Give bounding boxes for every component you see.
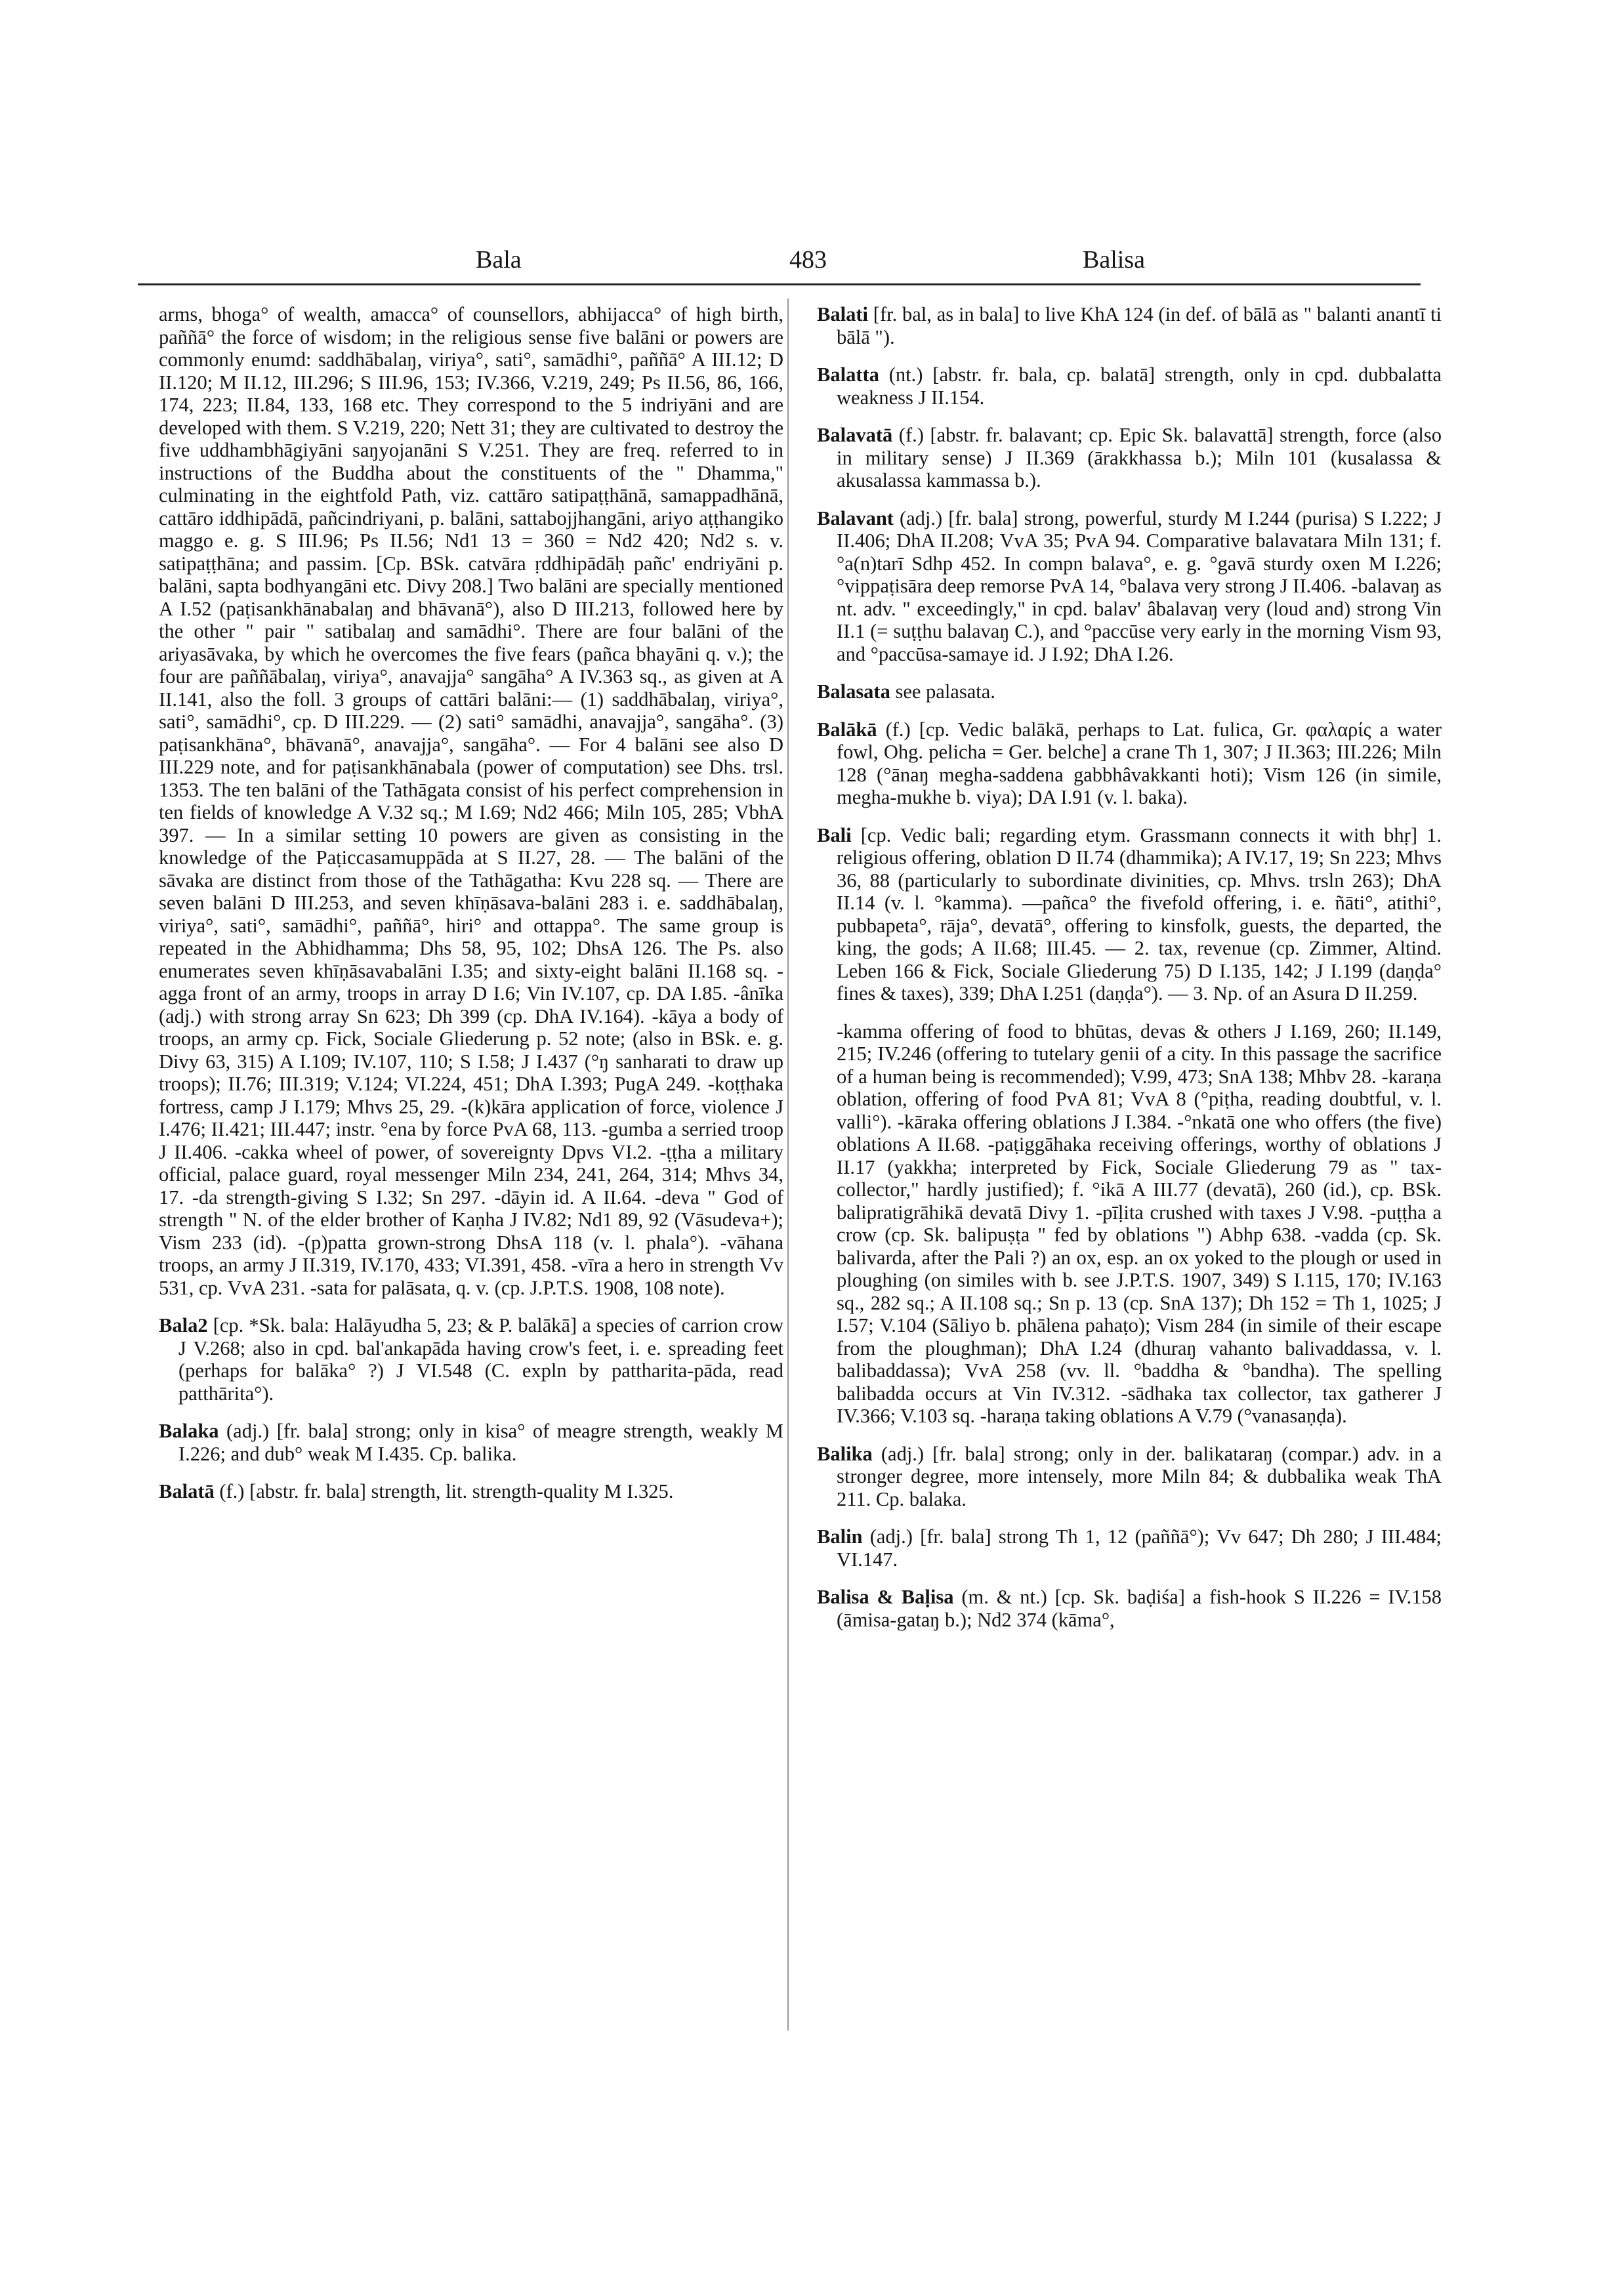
dictionary-entry bbox=[817, 363, 1442, 409]
entry-text: arms, bhoga° of wealth, amacca° of counsellors, abhijacca° of high birth, paññā° the force of wisdom; in the religious sense five balāni or powers are commonly enumd: saddhābalaŋ, viriya°, sati°, samādhi°, paññā° A III.12; D II.120; M II.12, III.296; S III.96, 153; IV.366, V.219, 249; Ps II.56, 86, 166, 174, 223; II.84, 133, 168 etc. They correspond to the 5 indriyāni and are developed with them. S V.219, 220; Nett 31; they are cultivated to destroy the five uddhambhāgiyāni saŋyojanāni S V.251. They are freq. referred to in instructions of the Buddha about the constituents of the " Dhamma," culminating in the eightfold Path, viz. cattāro satipaṭṭhānā, samappadhānā, cattāro iddhipādā, pañcindriyani, p. balāni, sattabojjhangāni, ariyo aṭṭhangiko maggo e. g. S III.96; Ps II.56; Nd1 13 = 360 = Nd2 420; Nd2 s. v. satipaṭṭhāna; and passim. [Cp. BSk. catvāra ṛddhipādāḥ pañc' endriyāni p. balāni, sapta bodhyangāni etc. Divy 208.] Two balāni are specially mentioned A I.52 (paṭisankhānabalaŋ and bhāvanā°), also D III.213, followed here by the other " pair " satibalaŋ and samādhi°. There are four balāni of the ariyasāvaka, by which he overcomes the five fears (pañca bhayāni q. v.); the four are paññābalaŋ, viriya°, anavajja° sangāha° A IV.363 sq., as given at A II.141, also the foll. 3 groups of cattāri balāni:— (1) saddhābalaŋ, viriya°, sati°, samādhi°, cp. D III.229. — (2) sati° samādhi, anavajja°, sangāha°. (3) paṭisankhāna°, bhāvanā°, anavajja°, sangāha°. — For 4 balāni see also D III.229 note, and for paṭisankhānabala (power of computation) see Dhs. trsl. 1353. The ten balāni of the Tathāgata consist of his perfect comprehension in ten fields of knowledge A V.32 sq.; M I.69; Nd2 466; Miln 105, 285; VbhA 397. — In a similar setting 10 powers are given as consisting in the knowledge of the Paṭiccasamuppāda at S II.27, 28. — The balāni of the sāvaka are distinct from those of the Tathāgatha: Kvu 228 sq. — There are seven balāni D III.253, and seven khīṇāsava-balāni 283 i. e. saddhābalaŋ, viriya°, sati°, samādhi°, paññā°, hiri° and ottappa°. The same group is repeated in the Abhidhamma; Dhs 58, 95, 102; DhsA 126. The Ps. also enumerates seven khīṇāsavabalāni I.35; and sixty-eight balāni II.168 sq. -agga front of an army, troops in array D I.6; Vin IV.107, cp. DA I.85. -ânīka (adj.) with strong array Sn 623; Dh 399 (cp. DhA IV.164). -kāya a body of troops, an army cp. Fick, Sociale Gliederung p. 52 note; (also in BSk. e. g. Divy 63, 315) A I.109; IV.107, 110; S I.58; J I.437 (°ŋ sanharati to draw up troops); II.76; III.319; V.124; VI.224, 451; DhA I.393; PugA 249. -koṭṭhaka fortress, camp J I.179; Mhvs 25, 29. -(k)kāra application of force, violence J I.476; II.421; III.447; instr. °ena by force PvA 68, 113. -gumba a serried troop J II.406. -cakka wheel of power, of sovereignty Dpvs VI.2. -ṭṭha a military official, palace guard, royal messenger Miln 234, 241, 264, 314; Mhvs 34, 17. -da strength-giving S I.32; Sn 297. -dāyin id. A II.64. -deva " God of strength " N. of the elder brother of Kaṇha J IV.82; Nd1 89, 92 (Vāsudeva+); Vism 233 (id). -(p)patta grown-strong DhsA 118 (v. l. phala°). -vāhana troops, an army J II.319, IV.170, 433; VI.391, 458. -vīra a hero in strength Vv 531, cp. VvA 231. -sata for palāsata, q. v. (cp. J.P.T.S. 1908, 108 note). bbox=[159, 303, 783, 1299]
entry-headword: Balākā bbox=[817, 718, 877, 741]
dictionary-entry bbox=[159, 1480, 783, 1503]
dictionary-entry bbox=[817, 824, 1442, 1005]
entry-text: (adj.) [fr. bala] strong, powerful, sturdy M I.244 (purisa) S I.222; J II.406; DhA II.208; VvA 35; PvA 94. Comparative balavatara Miln 131; f. °a(n)tarī Sdhp 452. In compn balava°, e. g. °gavā sturdy oxen M I.226; °vippaṭisāra deep remorse PvA 14, °balava very strong J II.406. -balavaŋ as nt. adv. " exceedingly," in cpd. balav' âbalavaŋ very (loud and) strong Vin II.1 (= suṭṭhu balavaŋ C.), and °paccūse very early in the morning Vism 93, and °paccūsa-samaye id. J I.92; DhA I.26. bbox=[837, 507, 1442, 665]
page-number: 483 bbox=[789, 246, 827, 274]
entry-headword: Balati bbox=[817, 303, 868, 325]
entry-headword: Balavant bbox=[817, 507, 894, 529]
entry-headword: Balavatā bbox=[817, 424, 893, 446]
dictionary-entry bbox=[817, 303, 1442, 348]
dictionary-entry bbox=[817, 424, 1442, 492]
dictionary-entry bbox=[817, 1525, 1442, 1571]
entry-text: (adj.) [fr. bala] strong Th 1, 12 (paññā°); Vv 647; Dh 280; J III.484; VI.147. bbox=[837, 1525, 1442, 1571]
entry-text: -kamma offering of food to bhūtas, devas & others J I.169, 260; II.149, 215; IV.246 (offering to tutelary genii of a city. In this passage the sacrifice of a human being is recommended); V.99, 473; SnA 138; Mhbv 28. -karaṇa oblation, offering of food PvA 81; VvA 8 (°piṭha, reading doubtful, v. l. valli°). -kāraka offering oblations J I.384. -°nkatā one who offers (the five) oblations A II.68. -paṭiggāhaka receiving offerings, worthy of oblations J II.17 (yakkha; interpreted by Fick, Sociale Gliederung 79 as " tax-collector," hardly justified); f. °ikā A III.77 (devatā), 260 (id.), cp. BSk. balipratigrāhikā devatā Divy 1. -pīḷita crushed with taxes J V.98. -puṭṭha a crow (cp. Sk. balipuṣṭa " fed by oblations ") Abhp 638. -vadda (cp. Sk. balivarda, after the Pali ?) an ox, esp. an ox yoked to the plough or used in ploughing (on similes with b. see J.P.T.S. 1907, 349) S I.115, 170; IV.163 sq., 282 sq.; A II.108 sq.; Sn p. 13 (cp. SnA 137); Dh 152 = Th 1, 1025; J I.57; V.104 (Sāliyo b. phālena pahaṭo); Vism 284 (in simile of their escape from the ploughman); DhA I.24 (dhuraŋ vahanto balivaddassa, v. l. balibaddassa); VvA 258 (vv. ll. °baddha & °bandha). The spelling balibadda occurs at Vin IV.312. -sādhaka tax collector, tax gatherer J IV.366; V.103 sq. -haraṇa taking oblations A V.79 (°vanasaṇḍa). bbox=[837, 1020, 1442, 1427]
entry-text: (adj.) [fr. bala] strong; only in der. balikataraŋ (compar.) adv. in a stronger degree, more intensely, more Miln 84; & dubbalika weak ThA 211. Cp. balaka. bbox=[837, 1442, 1442, 1510]
entry-text: (f.) [abstr. fr. balavant; cp. Epic Sk. balavattā] strength, force (also in military sense) J II.369 (ārakkhassa b.); Miln 101 (kusalassa & akusalassa kammassa b.). bbox=[837, 424, 1442, 491]
entry-headword: Balasata bbox=[817, 680, 890, 703]
entry-headword: Bala2 bbox=[159, 1314, 208, 1336]
entry-headword: Balatā bbox=[159, 1480, 215, 1502]
right-column bbox=[817, 303, 1442, 1646]
entry-headword: Balisa & Baḷisa bbox=[817, 1586, 954, 1608]
running-head-left: Bala bbox=[476, 246, 522, 274]
dictionary-entry bbox=[159, 1314, 783, 1405]
header-rule bbox=[138, 283, 1421, 285]
dictionary-entry bbox=[817, 1443, 1442, 1511]
entry-text: (adj.) [fr. bala] strong; only in kisa° of meagre strength, weakly M I.226; and dub° weak M I.435. Cp. balika. bbox=[178, 1420, 784, 1465]
entry-text: see palasata. bbox=[895, 680, 995, 703]
dictionary-entry bbox=[159, 303, 783, 1299]
entry-text: (m. & nt.) [cp. Sk. baḍiśa] a fish-hook S II.226 = IV.158 (āmisa-gataŋ b.); Nd2 374 (kāma°, bbox=[837, 1586, 1442, 1631]
left-column bbox=[159, 303, 783, 1518]
entry-text: [fr. bal, as in bala] to live KhA 124 (in def. of bālā as " balanti anantī ti bālā "). bbox=[837, 303, 1442, 348]
entry-text: [cp. Vedic bali; regarding etym. Grassmann connects it with bhṛ] 1. religious offering, oblation D II.74 (dhammika); A IV.17, 19; Sn 223; Mhvs 36, 88 (particularly to subordinate divinities, cp. Mhvs. trsln 263); DhA II.14 (v. l. °kamma). —pañca° the fivefold offering, i. e. ñāti°, atithi°, pubbapeta°, rāja°, devatā°, offering to kinsfolk, guests, the departed, the king, the gods; A II.68; III.45. — 2. tax, revenue (cp. Zimmer, Altind. Leben 166 & Fick, Sociale Gliederung 75) D I.135, 142; J I.199 (daṇḍa° fines & taxes), 339; DhA I.251 (daṇḍa°). — 3. Np. of an Asura D II.259. bbox=[837, 823, 1442, 1004]
entry-headword: Balin bbox=[817, 1525, 863, 1548]
dictionary-entry bbox=[817, 680, 1442, 703]
dictionary-entry bbox=[817, 1586, 1442, 1631]
dictionary-entry bbox=[817, 507, 1442, 666]
entry-text: [cp. *Sk. bala: Halāyudha 5, 23; & P. balākā] a species of carrion crow J V.268; also in cpd. bal'ankapāda having crow's feet, i. e. spreading feet (perhaps for balāka° ?) J VI.548 (C. expln by pattharita-pāda, read patthārita°). bbox=[178, 1314, 783, 1405]
entry-text: (f.) [abstr. fr. bala] strength, lit. strength-quality M I.325. bbox=[219, 1480, 674, 1502]
entry-headword: Balika bbox=[817, 1442, 873, 1465]
entry-headword: Balatta bbox=[817, 363, 879, 386]
dictionary-entry bbox=[837, 1020, 1442, 1428]
entry-text: (f.) [cp. Vedic balākā, perhaps to Lat. fulica, Gr. φαλαρίς a water fowl, Ohg. pelicha = Ger. belche] a crane Th 1, 307; J II.363; III.226; Miln 128 (°ānaŋ megha-saddena gabbhâvakkanti hoti); Vism 126 (in simile, megha-mukhe b. viya); DA I.91 (v. l. baka). bbox=[837, 718, 1442, 808]
entry-text: (nt.) [abstr. fr. bala, cp. balatā] strength, only in cpd. dubbalatta weakness J II.154. bbox=[837, 363, 1442, 409]
dictionary-entry bbox=[817, 718, 1442, 809]
running-head-right: Balisa bbox=[1083, 246, 1145, 274]
dictionary-entry bbox=[159, 1420, 783, 1465]
entry-headword: Balaka bbox=[159, 1420, 219, 1442]
entry-headword: Bali bbox=[817, 823, 852, 846]
column-divider bbox=[787, 299, 789, 2031]
